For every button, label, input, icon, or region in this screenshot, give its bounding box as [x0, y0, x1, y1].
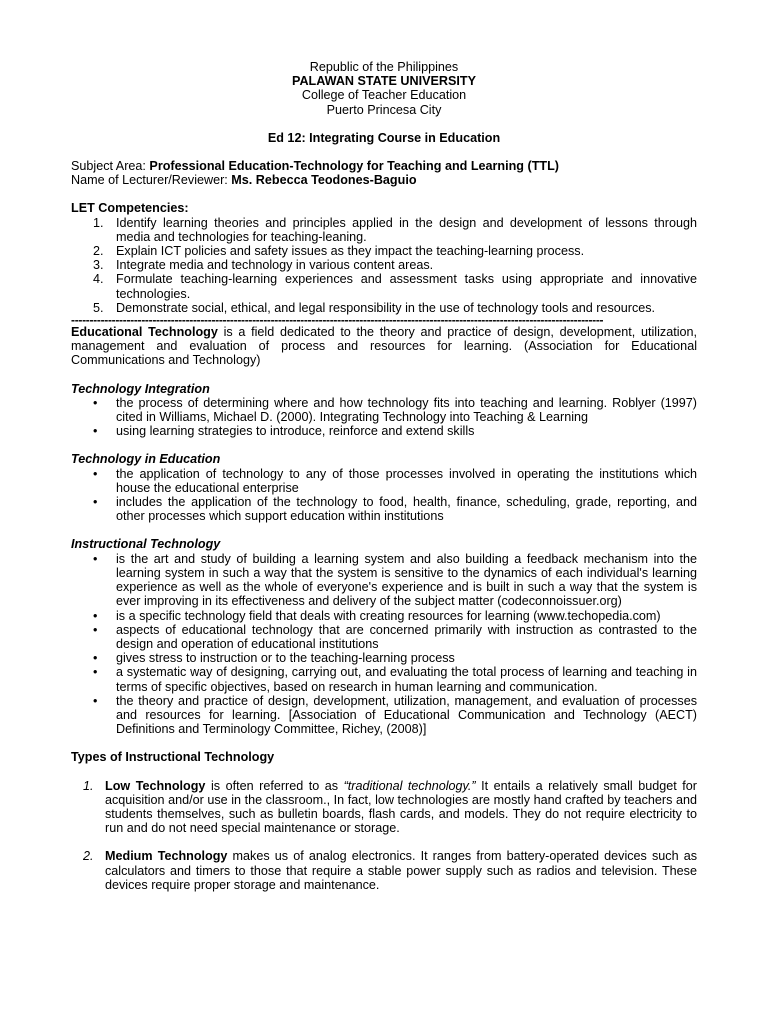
competency-number: 3. [93, 258, 104, 273]
competencies-list [71, 216, 697, 315]
type-text: makes us of analog electronics. It ranges from battery-operated devices such as calculators and timers to those that require a stable power supply such as radios and television. These devices require proper storage and maintenance. [105, 849, 697, 892]
bullet-icon: • [93, 608, 98, 623]
tech-education-list [71, 467, 697, 524]
document-content [71, 60, 697, 892]
competency-item [71, 272, 697, 300]
types-heading: Types of Instructional Technology [71, 750, 275, 765]
section-heading-tech-integration: Technology Integration [71, 381, 210, 396]
competency-item [71, 258, 697, 272]
list-item-text: is a specific technology field that deals with creating resources for learning (www.techopedia.com) [116, 608, 661, 623]
ed-tech-paragraph [71, 325, 697, 368]
lecturer-label: Name of Lecturer/Reviewer: [71, 173, 232, 188]
list-item [71, 665, 697, 693]
bullet-icon: • [93, 551, 98, 566]
competency-item [71, 301, 697, 315]
list-item [71, 467, 697, 495]
ed-tech-term: Educational Technology [71, 325, 218, 340]
bullet-icon: • [93, 424, 98, 439]
tech-integration-list [71, 396, 697, 439]
list-item-text: using learning strategies to introduce, reinforce and extend skills [116, 424, 475, 439]
list-item-text: is the art and study of building a learning system and also building a feedback mechanism into the learning system in such a way that the system is sensitive to the dynamics of each individual's learning experience as well as the whole of everyone's experience and is built in such a way that the system is ever improving in its effectiveness and delivery of the subject matter (codeconnoissuer.org) [116, 551, 697, 609]
bullet-icon: • [93, 495, 98, 510]
types-list [71, 779, 697, 892]
type-item-medium [71, 849, 697, 892]
ed-tech-text: is a field dedicated to the theory and practice of design, development, utilization, management and evaluation of process and resources for learning. (Association for Educational Communications and Technology) [71, 325, 697, 368]
list-item [71, 623, 697, 651]
type-term: Medium Technology [105, 849, 228, 864]
list-item-text: gives stress to instruction or to the teaching-learning process [116, 651, 455, 666]
header-block [71, 60, 697, 145]
bullet-icon: • [93, 665, 98, 680]
bullet-icon: • [93, 395, 98, 410]
meta-block [71, 159, 697, 187]
competencies-heading: LET Competencies: [71, 201, 189, 216]
list-item [71, 694, 697, 737]
section-heading-instructional-tech: Instructional Technology [71, 537, 221, 552]
competency-number: 4. [93, 272, 104, 287]
instructional-tech-list [71, 552, 697, 737]
list-item-text: the process of determining where and how technology fits into teaching and learning. Roblyer (1997) cited in Williams, Michael D. (2000). Integrating Technology into Teaching & Learning [116, 395, 697, 425]
type-text-post: It entails a relatively small budget for acquisition and/or use in the classroom., In fact, low technologies are mostly hand crafted by teachers and students themselves, such as bulletin boards, flash cards, and models. They do not require electricity to run and do not need special maintenance or storage. [105, 778, 697, 836]
college-name: College of Teacher Education [301, 88, 467, 103]
competency-number: 2. [93, 244, 104, 259]
type-number: 2. [83, 849, 94, 864]
competency-text: Formulate teaching-learning experiences and assessment tasks using appropriate and innovative technologies. [116, 272, 697, 301]
list-item [71, 552, 697, 609]
type-term: Low Technology [105, 778, 206, 793]
bullet-icon: • [93, 466, 98, 481]
competency-item [71, 216, 697, 244]
competency-text: Integrate media and technology in various content areas. [116, 258, 434, 273]
competency-text: Identify learning theories and principles applied in the design and development of lessons through media and technologies for teaching-leaning. [116, 215, 697, 244]
list-item-text: aspects of educational technology that are concerned primarily with instruction as contrasted to the design and operation of educational institutions [116, 622, 697, 651]
lecturer-line [71, 173, 697, 187]
bullet-icon: • [93, 693, 98, 708]
list-item-text: the application of technology to any of those processes involved in operating the institutions which house the educational enterprise [116, 466, 697, 495]
subject-area-value: Professional Education-Technology for Teaching and Learning (TTL) [149, 159, 559, 174]
competency-item [71, 244, 697, 258]
list-item-text: includes the application of the technology to food, health, finance, scheduling, grade, reporting, and other processes which support education within institutions [116, 495, 697, 524]
lecturer-value: Ms. Rebecca Teodones-Baguio [231, 173, 417, 188]
competency-text: Explain ICT policies and safety issues as they impact the teaching-learning process. [116, 244, 585, 259]
city-name: Puerto Princesa City [326, 102, 442, 117]
competency-number: 5. [93, 300, 104, 315]
republic-line: Republic of the Philippines [309, 60, 459, 74]
list-item-text: the theory and practice of design, development, utilization, management, and evaluation of processes and resources for learning. [Association of Educational Communication and Technology (AECT) Definitions and Terminology Committee, Richey, (2008)] [116, 693, 697, 737]
subject-area-label: Subject Area: [71, 159, 150, 174]
bullet-icon: • [93, 651, 98, 666]
list-item [71, 396, 697, 424]
section-heading-tech-education: Technology in Education [71, 452, 221, 467]
list-item [71, 495, 697, 523]
course-title: Ed 12: Integrating Course in Education [267, 130, 501, 145]
dashed-divider: ------------------------------------------------------------------------------------------------------------------------------------------------ [71, 315, 604, 326]
competency-text: Demonstrate social, ethical, and legal responsibility in the use of technology tools and resources. [116, 300, 656, 315]
type-text-pre: is often referred to as [205, 778, 344, 793]
list-item-text: a systematic way of designing, carrying out, and evaluating the total process of learning and teaching in terms of specific objectives, based on research in human learning and communication. [116, 665, 697, 694]
type-quote: “traditional technology.” [343, 778, 476, 793]
bullet-icon: • [93, 622, 98, 637]
type-item-low [71, 779, 697, 836]
list-item [71, 609, 697, 623]
list-item [71, 651, 697, 665]
competency-number: 1. [93, 215, 104, 230]
list-item [71, 424, 697, 438]
subject-area-line [71, 159, 697, 173]
university-name: PALAWAN STATE UNIVERSITY [291, 74, 476, 89]
type-number: 1. [83, 778, 94, 793]
